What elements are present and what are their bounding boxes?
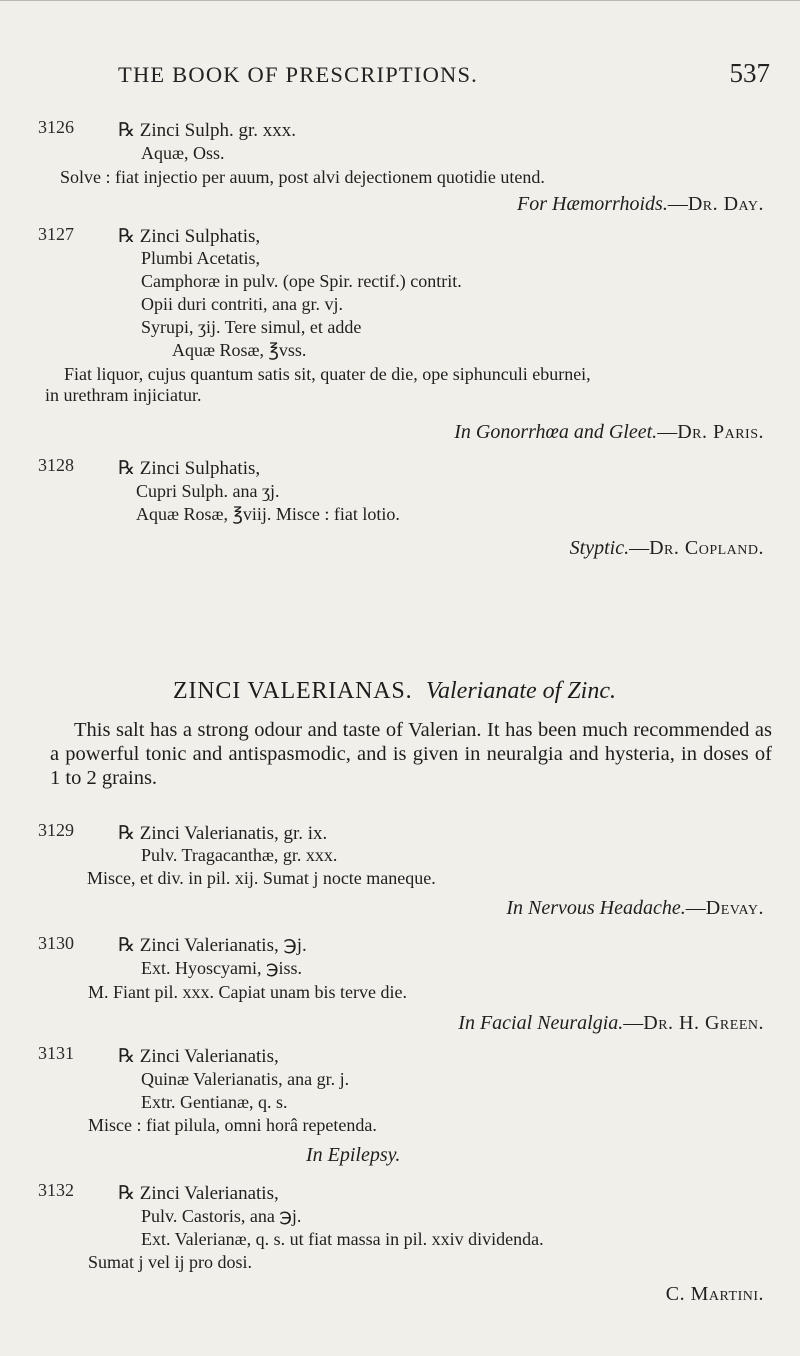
author: Dr. Paris. (677, 421, 764, 443)
prescription-line: Pulv. Castoris, ana ℈j. (141, 1206, 302, 1226)
page-number: 537 (729, 58, 770, 88)
author: Dr. Day. (687, 193, 764, 215)
prescription-number: 3126 (38, 117, 74, 137)
prescription-line: Camphoræ in pulv. (ope Spir. rectif.) contrit. (141, 271, 462, 291)
top-rule (0, 0, 800, 1)
section-heading (173, 678, 616, 705)
indication: In Nervous Headache. (506, 897, 686, 919)
prescription-number: 3130 (38, 933, 74, 953)
prescription-line: ℞ Zinci Valerianatis, (118, 1183, 279, 1204)
prescription-line: Sumat j vel ij pro dosi. (88, 1252, 252, 1272)
attribution: Styptic.—Dr. Copland. (569, 537, 764, 559)
attribution: In Facial Neuralgia.—Dr. H. Green. (458, 1012, 764, 1034)
prescription-line: Pulv. Tragacanthæ, gr. xxx. (141, 845, 338, 865)
attribution (666, 1283, 764, 1306)
indication: Styptic. (569, 537, 630, 559)
section-heading-latin: ZINCI VALERIANAS. (173, 678, 413, 704)
prescription-line: Plumbi Acetatis, (141, 248, 260, 268)
section-paragraph (50, 718, 772, 790)
attribution: In Nervous Headache.—Devay. (506, 897, 764, 919)
prescription-line: Extr. Gentianæ, q. s. (141, 1092, 288, 1112)
section-paragraph-text: This salt has a strong odour and taste of Valerian. It has been much recommended as a powerful tonic and antispasmodic, and is given in neuralgia and hysteria, in doses of 1 to 2 grains. (50, 719, 772, 789)
prescription-line: ℞ Zinci Valerianatis, ℈j. (118, 935, 307, 956)
prescription-number: 3129 (38, 820, 74, 840)
prescription-line: Opii duri contriti, ana gr. vj. (141, 294, 343, 314)
prescription-line: Misce : fiat pilula, omni horâ repetenda. (88, 1115, 377, 1135)
prescription-number: 3131 (38, 1043, 74, 1063)
indication: In Facial Neuralgia. (458, 1012, 624, 1034)
indication: In Gonorrhœa and Gleet. (454, 421, 658, 443)
prescription-line: ℞ Zinci Valerianatis, (118, 1046, 279, 1067)
prescription-line: Misce, et div. in pil. xij. Sumat j nocte maneque. (87, 868, 436, 888)
prescription-line: Solve : fiat injectio per auum, post alvi dejectionem quotidie utend. (60, 167, 545, 187)
prescription-line: in urethram injiciatur. (45, 385, 202, 405)
prescription-line: Ext. Hyoscyami, ℈iss. (141, 958, 303, 978)
prescription-line: M. Fiant pil. xxx. Capiat unam bis terve die. (88, 982, 407, 1002)
attribution: For Hæmorrhoids.—Dr. Day. (517, 193, 764, 215)
prescription-line: Cupri Sulph. ana ʒj. (136, 481, 280, 501)
author: Devay. (705, 897, 764, 919)
indication: In Epilepsy. (306, 1144, 401, 1166)
running-header: THE BOOK OF PRESCRIPTIONS. (118, 62, 478, 87)
indication: For Hæmorrhoids. (517, 193, 668, 215)
prescription-line: Aquæ, Oss. (141, 143, 225, 163)
author: Dr. Copland. (649, 537, 764, 559)
prescription-line: ℞ Zinci Sulphatis, (118, 458, 261, 479)
prescription-line: Aquæ Rosæ, ℥viij. Misce : fiat lotio. (136, 504, 400, 524)
section-heading-english: Valerianate of Zinc. (426, 678, 616, 704)
author: Dr. H. Green. (643, 1012, 764, 1034)
prescription-number: 3132 (38, 1180, 74, 1200)
attribution (306, 1144, 400, 1167)
prescription-line: ℞ Zinci Sulph. gr. xxx. (118, 120, 297, 141)
prescription-number: 3127 (38, 224, 74, 244)
prescription-line: Quinæ Valerianatis, ana gr. j. (141, 1069, 350, 1089)
prescription-line: ℞ Zinci Valerianatis, gr. ix. (118, 823, 328, 844)
attribution: In Gonorrhœa and Gleet.—Dr. Paris. (454, 421, 764, 443)
author: C. Martini. (665, 1283, 764, 1305)
prescription-number: 3128 (38, 455, 74, 475)
prescription-line: Ext. Valerianæ, q. s. ut fiat massa in pil. xxiv dividenda. (141, 1229, 544, 1249)
prescription-line: Fiat liquor, cujus quantum satis sit, quater de die, ope siphunculi eburnei, (64, 364, 591, 384)
prescription-line: ℞ Zinci Sulphatis, (118, 226, 261, 247)
prescription-line: Syrupi, ʒij. Tere simul, et adde (141, 317, 362, 337)
prescription-line: Aquæ Rosæ, ℥vss. (172, 340, 307, 360)
